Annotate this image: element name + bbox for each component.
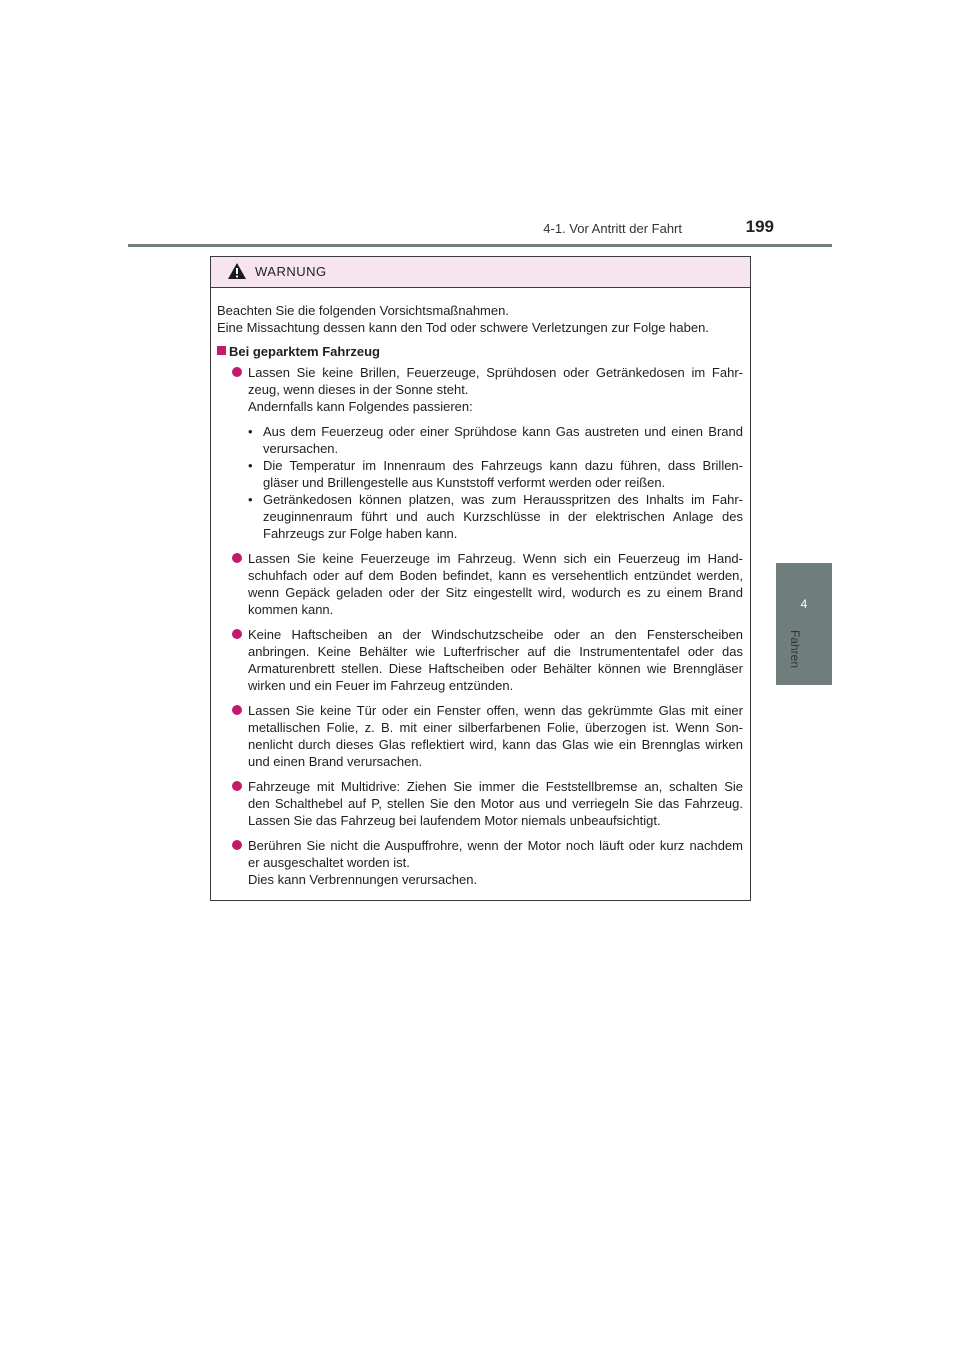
bullet-line: Lassen Sie das Fahrzeug bei laufendem Motor niemals unbeaufsichtigt.: [248, 813, 661, 828]
bullet-line: und einen Brand verursachen.: [248, 754, 423, 769]
side-tab-label: [782, 630, 822, 690]
bullet-line: schuhfach oder auf dem Boden befindet, kann es versehentlich entzündet werden,: [248, 568, 743, 583]
sub-item: [248, 457, 743, 491]
sub-line: zeuginnenraum führt und auch Kurzschlüsse in der elektrischen Anlage des: [263, 509, 743, 524]
bullet-line: wenn Gepäck geladen oder der Sitz eingestellt wird, wodurch es zu einem Brand: [248, 585, 743, 600]
warning-header: [211, 257, 750, 288]
bullet-line: Lassen Sie keine Brillen, Feuerzeuge, Sprühdosen oder Getränkedosen im Fahr-: [248, 365, 743, 380]
section-heading: [217, 343, 743, 360]
bullet-line: Armaturenbrett stellen. Diese Haftscheiben oder Behälter können wie Brenngläser: [248, 661, 743, 676]
warning-bullet: [217, 702, 743, 770]
bullet-line: wirken und ein Feuer im Fahrzeug entzünden.: [248, 678, 514, 693]
intro-line: Eine Missachtung dessen kann den Tod oder schwere Verletzungen zur Folge haben.: [217, 320, 709, 335]
bullet-line: Lassen Sie keine Tür oder ein Fenster offen, wenn das gekrümmte Glas mit einer: [248, 703, 743, 718]
warning-bullet: [217, 550, 743, 618]
bullet-line: Fahrzeuge mit Multidrive: Ziehen Sie immer die Feststellbremse an, schalten Sie: [248, 779, 743, 794]
bullet-dot-icon: [232, 553, 242, 563]
bullet-dot-icon: [232, 705, 242, 715]
bullet-line: metallischen Folie, z. B. mit einer silberfarbenen Folie, überzogen ist. Wenn Son-: [248, 720, 743, 735]
sub-line: Die Temperatur im Innenraum des Fahrzeugs kann dazu führen, dass Brillen-: [263, 458, 743, 473]
bullet-line: Keine Haftscheiben an der Windschutzscheibe oder an den Fensterscheiben: [248, 627, 743, 642]
page-number: 199: [745, 217, 774, 236]
warning-bullet: [217, 837, 743, 888]
header-rule: [128, 244, 832, 247]
bullet-dot-icon: [232, 781, 242, 791]
warning-bullet: [217, 626, 743, 694]
sub-item: [248, 491, 743, 542]
side-tab-number: 4: [800, 597, 808, 611]
bullet-dot-icon: [232, 629, 242, 639]
sub-bullet-icon: •: [248, 424, 253, 439]
warning-box: [210, 256, 751, 901]
side-tab-label-text: Fahren: [788, 630, 802, 669]
bullet-line: er ausgeschaltet worden ist.: [248, 855, 410, 870]
warning-body: [211, 288, 750, 888]
sub-line: verursachen.: [263, 441, 339, 456]
sub-list: [248, 423, 743, 542]
bullet-line: den Schalthebel auf P, stellen Sie den Motor aus und verriegeln Sie das Fahrzeug.: [248, 796, 743, 811]
bullet-line: anbringen. Keine Behälter wie Lufterfrischer auf die Instrumententafel oder das: [248, 644, 743, 659]
sub-item: [248, 423, 743, 457]
bullet-line: Dies kann Verbrennungen verursachen.: [248, 872, 478, 887]
warning-triangle-icon: [227, 262, 247, 280]
sub-line: Getränkedosen können platzen, was zum Herausspritzen des Inhalts im Fahr-: [263, 492, 743, 507]
sub-bullet-icon: •: [248, 492, 253, 507]
bullet-dot-icon: [232, 367, 242, 377]
sub-line: gläser und Brillengestelle aus Kunststoff verformt werden oder reißen.: [263, 475, 666, 490]
bullet-line: kommen kann.: [248, 602, 334, 617]
sub-line: Fahrzeugs zur Folge haben kann.: [263, 526, 458, 541]
bullet-dot-icon: [232, 840, 242, 850]
intro-line: Beachten Sie die folgenden Vorsichtsmaßnahmen.: [217, 303, 509, 318]
sub-line: Aus dem Feuerzeug oder einer Sprühdose kann Gas austreten und einen Brand: [263, 424, 743, 439]
warning-bullet: [217, 364, 743, 542]
section-square-icon: [217, 346, 226, 355]
bullet-line: nenlicht durch dieses Glas reflektiert wird, kann das Glas wie ein Brennglas wirken: [248, 737, 743, 752]
chapter-title: 4-1. Vor Antritt der Fahrt: [543, 221, 682, 236]
warning-title: WARNUNG: [255, 264, 327, 279]
warning-bullet: [217, 778, 743, 829]
sub-bullet-icon: •: [248, 458, 253, 473]
bullet-line: zeug, wenn dieses in der Sonne steht.: [248, 382, 469, 397]
section-title: Bei geparktem Fahrzeug: [229, 344, 380, 359]
bullet-line: Lassen Sie keine Feuerzeuge im Fahrzeug. Wenn sich ein Feuerzeug im Hand-: [248, 551, 743, 566]
bullet-line: Andernfalls kann Folgendes passieren:: [248, 399, 473, 414]
bullet-line: Berühren Sie nicht die Auspuffrohre, wenn der Motor noch läuft oder kurz nachdem: [248, 838, 743, 853]
